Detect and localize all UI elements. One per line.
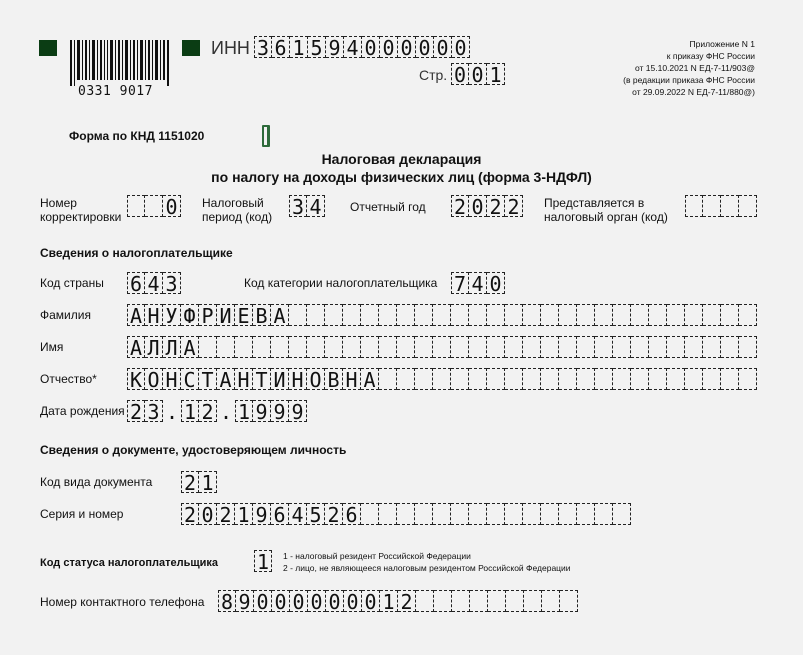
char-cell xyxy=(433,368,451,390)
category-field[interactable] xyxy=(451,272,505,294)
char-cell xyxy=(415,503,433,525)
char-cell: 0 xyxy=(416,36,434,58)
char-cell: 0 xyxy=(272,590,290,612)
category-label: Код категории налогоплательщика xyxy=(244,276,438,290)
char-cell: 9 xyxy=(236,590,254,612)
char-cell: А xyxy=(181,336,199,358)
corner-marker-left xyxy=(39,40,57,56)
char-cell: 1 xyxy=(290,36,308,58)
char-cell: 0 xyxy=(380,36,398,58)
birth-year-field[interactable] xyxy=(235,400,307,422)
char-cell xyxy=(524,590,542,612)
char-cell: 3 xyxy=(289,195,307,217)
char-cell: 1 xyxy=(235,400,253,422)
char-cell: 2 xyxy=(181,471,199,493)
char-cell xyxy=(487,368,505,390)
char-cell xyxy=(721,195,739,217)
char-cell xyxy=(289,336,307,358)
char-cell: У xyxy=(163,304,181,326)
char-cell: 0 xyxy=(163,195,181,217)
char-cell xyxy=(631,368,649,390)
char-cell xyxy=(253,336,271,358)
period-field[interactable] xyxy=(289,195,325,217)
status-note-line: 2 - лицо, не являющееся налоговым резидентом Российской Федерации xyxy=(283,563,571,573)
char-cell: 5 xyxy=(307,503,325,525)
char-cell xyxy=(217,336,235,358)
char-cell xyxy=(703,304,721,326)
char-cell: А xyxy=(127,336,145,358)
char-cell xyxy=(361,336,379,358)
char-cell xyxy=(739,368,757,390)
char-cell xyxy=(577,503,595,525)
status-note-line: 1 - налоговый резидент Российской Федерации xyxy=(283,551,471,561)
char-cell: 0 xyxy=(362,590,380,612)
char-cell xyxy=(541,336,559,358)
char-cell xyxy=(451,503,469,525)
char-cell: 9 xyxy=(253,400,271,422)
char-cell xyxy=(523,503,541,525)
char-cell: 4 xyxy=(469,272,487,294)
char-cell: 9 xyxy=(271,400,289,422)
char-cell xyxy=(433,336,451,358)
appendix-line: от 15.10.2021 N ЕД-7-11/903@ xyxy=(634,63,755,73)
char-cell: Т xyxy=(253,368,271,390)
char-cell: 9 xyxy=(326,36,344,58)
char-cell xyxy=(397,304,415,326)
char-cell xyxy=(452,590,470,612)
birth-label: Дата рождения xyxy=(40,404,125,418)
char-cell: 0 xyxy=(434,36,452,58)
char-cell: С xyxy=(181,368,199,390)
char-cell xyxy=(685,336,703,358)
char-cell xyxy=(343,336,361,358)
char-cell: 0 xyxy=(362,36,380,58)
char-cell: О xyxy=(145,368,163,390)
char-cell: 1 xyxy=(380,590,398,612)
char-cell: 6 xyxy=(271,503,289,525)
form-knd: Форма по КНД 1151020 xyxy=(69,129,205,143)
char-cell xyxy=(703,336,721,358)
char-cell: Т xyxy=(199,368,217,390)
char-cell xyxy=(721,336,739,358)
document-section-title: Сведения о документе, удостоверяющем личность xyxy=(40,443,347,457)
char-cell xyxy=(613,336,631,358)
char-cell xyxy=(721,368,739,390)
char-cell: 0 xyxy=(326,590,344,612)
series-label: Серия и номер xyxy=(40,507,124,521)
barcode-number: 0331 9017 xyxy=(78,84,153,99)
correction-label-line: Номер xyxy=(40,196,77,210)
appendix-line: к приказу ФНС России xyxy=(666,51,755,61)
char-cell: 0 xyxy=(452,36,470,58)
char-cell xyxy=(667,336,685,358)
char-cell xyxy=(505,304,523,326)
char-cell xyxy=(325,336,343,358)
char-cell: О xyxy=(307,368,325,390)
appendix-line: Приложение N 1 xyxy=(689,39,755,49)
char-cell xyxy=(505,503,523,525)
series-field[interactable] xyxy=(181,503,631,525)
char-cell: 2 xyxy=(505,195,523,217)
char-cell xyxy=(559,304,577,326)
correction-field[interactable] xyxy=(127,195,181,217)
char-cell xyxy=(379,368,397,390)
char-cell xyxy=(685,195,703,217)
char-cell: 9 xyxy=(289,400,307,422)
char-cell: 1 xyxy=(199,471,217,493)
char-cell xyxy=(487,336,505,358)
char-cell: 0 xyxy=(451,63,469,85)
char-cell: К xyxy=(127,368,145,390)
char-cell xyxy=(739,195,757,217)
status-note xyxy=(283,550,571,574)
char-cell xyxy=(739,336,757,358)
char-cell xyxy=(631,304,649,326)
char-cell: 2 xyxy=(199,400,217,422)
char-cell: 4 xyxy=(307,195,325,217)
char-cell: 3 xyxy=(254,36,272,58)
char-cell xyxy=(307,304,325,326)
char-cell xyxy=(451,336,469,358)
char-cell xyxy=(506,590,524,612)
char-cell xyxy=(505,336,523,358)
char-cell xyxy=(397,336,415,358)
barcode xyxy=(70,40,170,86)
char-cell xyxy=(505,368,523,390)
char-cell xyxy=(523,304,541,326)
char-cell xyxy=(542,590,560,612)
char-cell: 3 xyxy=(163,272,181,294)
char-cell xyxy=(397,368,415,390)
char-cell xyxy=(361,304,379,326)
char-cell xyxy=(559,336,577,358)
char-cell xyxy=(145,195,163,217)
char-cell: 4 xyxy=(344,36,362,58)
date-separator: . xyxy=(219,400,233,424)
status-label: Код статуса налогоплательщика xyxy=(40,557,219,569)
char-cell: 4 xyxy=(145,272,163,294)
char-cell xyxy=(523,368,541,390)
char-cell xyxy=(541,503,559,525)
char-cell xyxy=(685,368,703,390)
inn-field[interactable] xyxy=(254,36,470,58)
char-cell xyxy=(361,503,379,525)
char-cell xyxy=(199,336,217,358)
char-cell xyxy=(469,368,487,390)
char-cell: Н xyxy=(343,368,361,390)
char-cell xyxy=(703,195,721,217)
correction-label-line: корректировки xyxy=(40,210,122,224)
char-cell: А xyxy=(217,368,235,390)
char-cell xyxy=(433,304,451,326)
char-cell: 0 xyxy=(199,503,217,525)
char-cell xyxy=(649,336,667,358)
char-cell xyxy=(523,336,541,358)
char-cell xyxy=(631,336,649,358)
phone-field[interactable] xyxy=(218,590,578,612)
authority-label xyxy=(544,196,668,224)
char-cell: В xyxy=(325,368,343,390)
char-cell xyxy=(379,336,397,358)
char-cell xyxy=(577,368,595,390)
char-cell: 2 xyxy=(217,503,235,525)
form-title-line2: по налогу на доходы физических лиц (форма 3-НДФЛ) xyxy=(211,169,592,185)
patronymic-field[interactable] xyxy=(127,368,757,390)
appendix-line: от 29.09.2022 N ЕД-7-11/880@) xyxy=(632,87,755,97)
char-cell: 0 xyxy=(344,590,362,612)
char-cell: 3 xyxy=(145,400,163,422)
char-cell xyxy=(541,368,559,390)
char-cell: Е xyxy=(235,304,253,326)
char-cell: Ф xyxy=(181,304,199,326)
surname-label: Фамилия xyxy=(40,308,91,322)
char-cell: 1 xyxy=(254,550,272,572)
char-cell xyxy=(559,503,577,525)
page-label: Стр. xyxy=(419,67,448,83)
char-cell: Л xyxy=(163,336,181,358)
char-cell xyxy=(434,590,452,612)
date-separator: . xyxy=(165,400,179,424)
char-cell: 1 xyxy=(235,503,253,525)
char-cell: В xyxy=(253,304,271,326)
char-cell: 0 xyxy=(290,590,308,612)
country-field[interactable] xyxy=(127,272,181,294)
char-cell xyxy=(379,304,397,326)
appendix-note xyxy=(623,38,755,98)
name-label: Имя xyxy=(40,340,64,354)
form-title-line1: Налоговая декларация xyxy=(321,151,482,167)
char-cell: 0 xyxy=(469,195,487,217)
char-cell xyxy=(416,590,434,612)
corner-marker-right xyxy=(182,40,200,56)
char-cell: Н xyxy=(145,304,163,326)
char-cell xyxy=(649,304,667,326)
char-cell xyxy=(470,590,488,612)
char-cell xyxy=(415,336,433,358)
char-cell: 0 xyxy=(254,590,272,612)
char-cell: 6 xyxy=(343,503,361,525)
taxpayer-section-title: Сведения о налогоплательщике xyxy=(40,246,233,260)
char-cell xyxy=(343,304,361,326)
char-cell: 0 xyxy=(398,36,416,58)
char-cell xyxy=(488,590,506,612)
name-field[interactable] xyxy=(127,336,757,358)
char-cell xyxy=(469,336,487,358)
doc-type-field[interactable] xyxy=(181,471,217,493)
char-cell xyxy=(613,368,631,390)
char-cell: 8 xyxy=(218,590,236,612)
doc-type-label: Код вида документа xyxy=(40,475,153,489)
char-cell xyxy=(451,304,469,326)
char-cell: 9 xyxy=(253,503,271,525)
char-cell xyxy=(397,503,415,525)
char-cell xyxy=(560,590,578,612)
patronymic-label: Отчество* xyxy=(40,372,97,386)
char-cell xyxy=(433,503,451,525)
char-cell: 1 xyxy=(487,63,505,85)
char-cell: 6 xyxy=(272,36,290,58)
phone-label: Номер контактного телефона xyxy=(40,595,205,609)
country-label: Код страны xyxy=(40,276,104,290)
char-cell xyxy=(541,304,559,326)
period-label-line: период (код) xyxy=(202,210,273,224)
char-cell: 7 xyxy=(451,272,469,294)
char-cell xyxy=(577,336,595,358)
char-cell: Н xyxy=(289,368,307,390)
char-cell xyxy=(127,195,145,217)
char-cell xyxy=(271,336,289,358)
cursor-marker xyxy=(262,125,270,147)
char-cell: 2 xyxy=(181,503,199,525)
char-cell xyxy=(739,304,757,326)
char-cell xyxy=(685,304,703,326)
period-label-line: Налоговый xyxy=(202,196,264,210)
char-cell: Н xyxy=(163,368,181,390)
char-cell xyxy=(595,368,613,390)
char-cell xyxy=(649,368,667,390)
char-cell: 2 xyxy=(398,590,416,612)
year-field[interactable] xyxy=(451,195,523,217)
char-cell: 0 xyxy=(308,590,326,612)
surname-field[interactable] xyxy=(127,304,757,326)
char-cell xyxy=(235,336,253,358)
authority-field[interactable] xyxy=(685,195,757,217)
authority-label-line: налоговый орган (код) xyxy=(544,210,668,224)
char-cell: 0 xyxy=(469,63,487,85)
char-cell xyxy=(613,503,631,525)
inn-label: ИНН xyxy=(211,38,250,58)
page-field[interactable] xyxy=(451,63,505,85)
char-cell xyxy=(577,304,595,326)
char-cell xyxy=(415,304,433,326)
char-cell: 0 xyxy=(487,272,505,294)
char-cell: 2 xyxy=(451,195,469,217)
char-cell xyxy=(487,503,505,525)
char-cell xyxy=(595,304,613,326)
char-cell xyxy=(613,304,631,326)
birth-month-field[interactable] xyxy=(181,400,217,422)
char-cell xyxy=(595,503,613,525)
char-cell: Р xyxy=(199,304,217,326)
char-cell: 1 xyxy=(181,400,199,422)
char-cell: И xyxy=(271,368,289,390)
correction-label xyxy=(40,196,121,224)
period-label xyxy=(202,196,272,224)
char-cell: А xyxy=(127,304,145,326)
char-cell: 2 xyxy=(487,195,505,217)
char-cell xyxy=(559,368,577,390)
char-cell xyxy=(667,368,685,390)
char-cell: А xyxy=(271,304,289,326)
status-field[interactable] xyxy=(254,550,272,572)
char-cell: И xyxy=(217,304,235,326)
char-cell xyxy=(415,368,433,390)
char-cell: 5 xyxy=(308,36,326,58)
char-cell xyxy=(469,503,487,525)
char-cell: Л xyxy=(145,336,163,358)
authority-label-line: Представляется в xyxy=(544,196,645,210)
char-cell xyxy=(595,336,613,358)
char-cell: А xyxy=(361,368,379,390)
char-cell xyxy=(451,368,469,390)
char-cell xyxy=(487,304,505,326)
char-cell xyxy=(703,368,721,390)
birth-day-field[interactable] xyxy=(127,400,163,422)
year-label: Отчетный год xyxy=(350,200,426,214)
char-cell xyxy=(325,304,343,326)
char-cell xyxy=(289,304,307,326)
appendix-line: (в редакции приказа ФНС России xyxy=(623,75,755,85)
char-cell: 2 xyxy=(325,503,343,525)
char-cell xyxy=(469,304,487,326)
char-cell: 2 xyxy=(127,400,145,422)
char-cell: 6 xyxy=(127,272,145,294)
char-cell: Н xyxy=(235,368,253,390)
char-cell xyxy=(379,503,397,525)
char-cell xyxy=(721,304,739,326)
char-cell xyxy=(307,336,325,358)
char-cell xyxy=(667,304,685,326)
char-cell: 4 xyxy=(289,503,307,525)
